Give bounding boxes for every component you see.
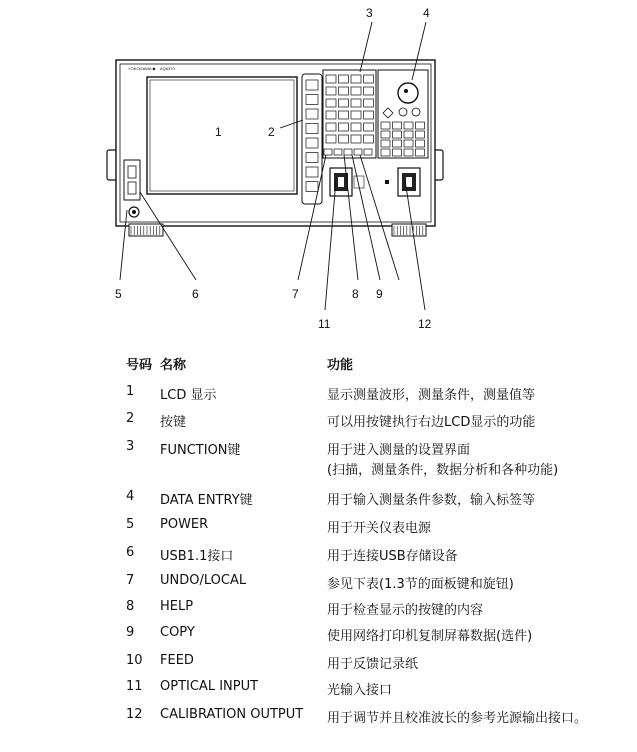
- soft-key: [306, 124, 318, 134]
- numeric-key: [393, 149, 402, 156]
- row-name: 按键: [160, 415, 187, 430]
- row-name: DATA ENTRY键: [160, 493, 253, 508]
- row-number: 5: [126, 517, 135, 532]
- numeric-key: [381, 131, 390, 138]
- function-key: [351, 99, 361, 107]
- function-key: [351, 135, 361, 143]
- header-function: 功能: [327, 358, 354, 373]
- row-name: FUNCTION键: [160, 443, 241, 458]
- function-key: [339, 99, 349, 107]
- panel-key: [354, 149, 362, 155]
- row-function-detail: (扫描，测量条件，数据分析和各种功能): [327, 463, 559, 478]
- soft-key: [306, 138, 318, 148]
- row-function: 用于连接USB存储设备: [327, 549, 458, 564]
- numeric-key: [381, 149, 390, 156]
- soft-key: [306, 182, 318, 192]
- function-key: [351, 87, 361, 95]
- row-function: 用于输入测量条件参数，输入标签等: [327, 493, 536, 508]
- row-number: 4: [126, 489, 135, 504]
- row-number: 9: [126, 625, 135, 640]
- numeric-key: [404, 149, 413, 156]
- function-key: [339, 87, 349, 95]
- panel-key: [334, 149, 342, 155]
- panel-key: [364, 149, 372, 155]
- row-function: 用于反馈记录纸: [327, 657, 419, 672]
- function-key: [339, 111, 349, 119]
- row-name: USB1.1接口: [160, 549, 234, 564]
- row-name: UNDO/LOCAL: [160, 573, 247, 588]
- row-number: 3: [126, 439, 135, 454]
- row-number: 7: [126, 573, 135, 588]
- soft-key: [306, 167, 318, 177]
- instrument-front-panel-figure: [0, 0, 637, 340]
- numeric-key: [404, 131, 413, 138]
- function-key: [326, 123, 336, 131]
- numeric-key: [416, 149, 425, 156]
- function-key: [339, 75, 349, 83]
- row-function: 用于调节并且校准波长的参考光源输出接口。: [327, 711, 588, 726]
- header-name: 名称: [160, 358, 187, 373]
- callout-5: 5: [115, 287, 122, 301]
- row-number: 12: [126, 707, 143, 722]
- row-number: 1: [126, 384, 135, 399]
- row-name: COPY: [160, 625, 195, 640]
- callout-7: 7: [292, 287, 299, 301]
- numeric-key: [416, 140, 425, 147]
- row-function: 用于进入测量的设置界面: [327, 443, 471, 458]
- function-key: [326, 99, 336, 107]
- row-number: 2: [126, 411, 135, 426]
- row-function: 参见下表(1.3节的面板键和旋钮): [327, 577, 514, 592]
- function-key: [364, 135, 374, 143]
- arrow-up-key: [412, 108, 420, 116]
- function-key: [351, 123, 361, 131]
- soft-key: [306, 95, 318, 105]
- callout-12: 12: [418, 317, 432, 331]
- function-key: [364, 99, 374, 107]
- row-number: 6: [126, 545, 135, 560]
- soft-key: [306, 109, 318, 119]
- row-number: 11: [126, 679, 143, 694]
- function-key: [339, 123, 349, 131]
- row-number: 10: [126, 653, 143, 668]
- row-name: HELP: [160, 599, 194, 614]
- function-key: [364, 75, 374, 83]
- callout-3: 3: [366, 6, 373, 20]
- function-key: [364, 111, 374, 119]
- row-name: OPTICAL INPUT: [160, 679, 259, 694]
- soft-key: [306, 153, 318, 163]
- brand-logo: YOKOGAWA ◆: [128, 66, 156, 71]
- function-key: [351, 111, 361, 119]
- bottom-keys: [324, 149, 372, 155]
- panel-key: [324, 149, 332, 155]
- header-number: 号码: [126, 358, 153, 373]
- numeric-key: [416, 131, 425, 138]
- function-key: [326, 135, 336, 143]
- row-function: 用于检查显示的按键的内容: [327, 603, 484, 618]
- function-key: [351, 75, 361, 83]
- function-key: [326, 87, 336, 95]
- numeric-key: [404, 122, 413, 129]
- numeric-key: [404, 140, 413, 147]
- callout-9: 9: [376, 287, 383, 301]
- soft-key: [306, 80, 318, 90]
- panel-key: [344, 149, 352, 155]
- numeric-key: [393, 131, 402, 138]
- row-function: 光输入接口: [327, 683, 393, 698]
- callout-6: 6: [192, 287, 199, 301]
- function-key: [326, 75, 336, 83]
- row-function: 显示测量波形，测量条件，测量值等: [327, 388, 536, 403]
- function-key: [326, 111, 336, 119]
- row-function: 用于开关仪表电源: [327, 521, 432, 536]
- function-key: [364, 87, 374, 95]
- numeric-key: [381, 122, 390, 129]
- callout-1: 1: [215, 125, 222, 139]
- function-key: [364, 123, 374, 131]
- row-name: FEED: [160, 653, 194, 668]
- row-function: 使用网络打印机复制屏幕数据(选件): [327, 629, 533, 644]
- arrow-down-key: [399, 108, 407, 116]
- model-label: AQ6370: [160, 66, 175, 71]
- callout-2: 2: [268, 125, 275, 139]
- row-number: 8: [126, 599, 135, 614]
- numeric-key: [393, 140, 402, 147]
- rotary-knob: [398, 83, 418, 103]
- numeric-key: [416, 122, 425, 129]
- row-name: CALIBRATION OUTPUT: [160, 707, 304, 722]
- callout-8: 8: [352, 287, 359, 301]
- callout-11: 11: [318, 317, 331, 331]
- row-function: 可以用按键执行右边LCD显示的功能: [327, 415, 536, 430]
- function-key: [339, 135, 349, 143]
- row-name: LCD 显示: [160, 388, 217, 403]
- numeric-key: [393, 122, 402, 129]
- callout-4: 4: [423, 6, 430, 20]
- row-name: POWER: [160, 517, 209, 532]
- numeric-key: [381, 140, 390, 147]
